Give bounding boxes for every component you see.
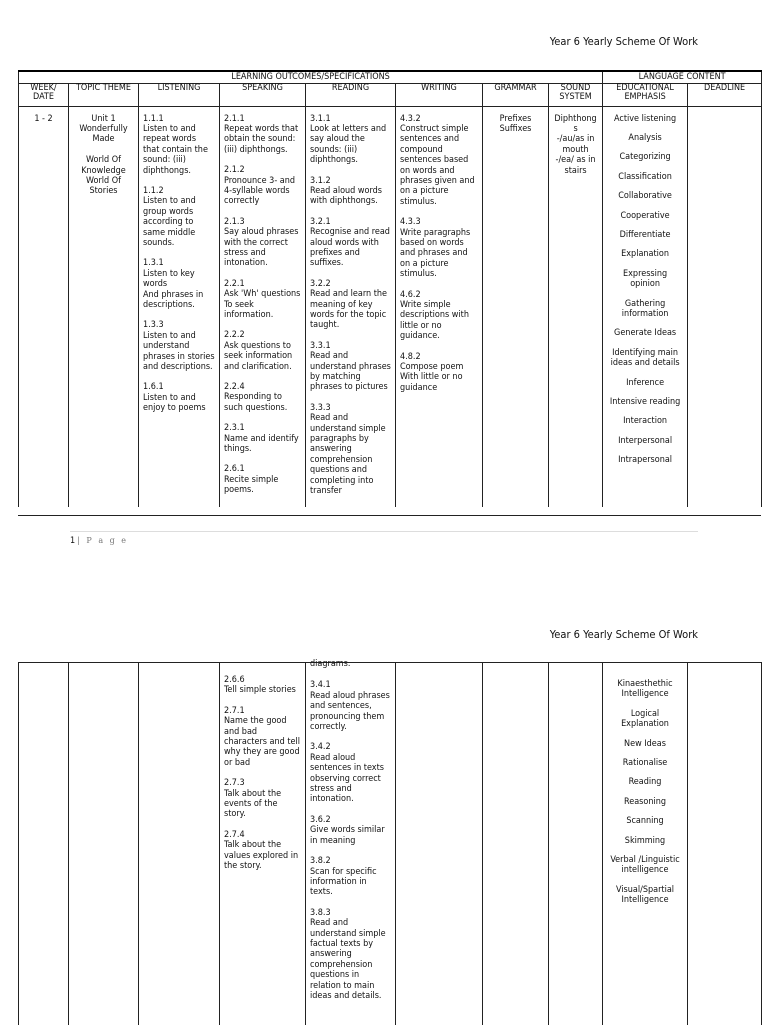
cell-line: -/ea/ as in — [555, 155, 596, 166]
outcome-line: Name the good and bad characters and tell why they are good or bad — [224, 716, 301, 768]
outcome-line: 2.6.6 — [224, 675, 245, 685]
emphasis-item: Collaborative — [618, 191, 672, 202]
emphasis-item: New Ideas — [624, 738, 666, 749]
outcome-line: Recognise and read aloud words with prefixes and suffixes. — [310, 227, 390, 269]
topic-cell-continued — [69, 663, 139, 1025]
outcome-item — [143, 258, 215, 310]
outcome-line: Write paragraphs based on words and phrases and on a picture stimulus. — [400, 227, 471, 280]
col-listening: LISTENING — [139, 83, 220, 106]
outcome-line: 3.8.2 — [310, 856, 331, 867]
outcome-line: 3.2.2 — [310, 278, 331, 289]
outcome-line: Read aloud phrases and sentences, pronouncing them correctly. — [310, 690, 390, 733]
outcome-line: 2.1.3 — [224, 216, 245, 227]
cell-line: Diphthong — [554, 113, 597, 124]
outcome-line: To seek information. — [224, 299, 274, 320]
outcome-line: 2.7.1 — [224, 705, 245, 716]
outcome-line: 3.2.1 — [310, 216, 331, 227]
outcome-item — [224, 778, 301, 820]
topic-cell — [69, 106, 139, 507]
outcome-line: 3.3.1 — [310, 340, 331, 351]
emphasis-item: Cooperative — [620, 210, 670, 221]
deadline-cell-continued — [688, 663, 762, 1025]
outcome-line: Read and understand simple paragraphs by answering comprehension questions and completing into transfer — [310, 413, 386, 497]
outcome-line: Ask questions to seek information and clarification. — [224, 340, 293, 372]
outcome-line: Read and understand simple factual texts by answering comprehension questions in relation to main ideas and details. — [310, 918, 386, 1001]
col-educational-emphasis: EDUCATIONAL EMPHASIS — [603, 83, 688, 106]
outcome-line: 4.3.2 — [400, 113, 421, 124]
emphasis-item: Interaction — [623, 416, 668, 427]
emphasis-item: Rationalise — [622, 758, 668, 769]
outcome-line: 3.1.1 — [310, 113, 331, 124]
grammar-cell — [483, 106, 549, 507]
outcome-line: 2.2.4 — [224, 382, 245, 393]
outcome-line: Construct simple sentences and compound sentences based on words and phrases given and on a picture stimulus. — [400, 123, 475, 207]
emphasis-item: Scanning — [626, 816, 664, 827]
deadline-cell — [688, 106, 762, 507]
outcome-line: 3.3.3 — [310, 402, 331, 413]
emphasis-item: Classification — [618, 171, 672, 182]
cell-line: mouth — [562, 144, 589, 155]
outcome-item — [310, 815, 391, 846]
writing-cell-continued — [396, 663, 483, 1025]
cell-line: World Of Stories — [86, 175, 121, 197]
cell-line — [73, 145, 134, 155]
col-writing: WRITING — [396, 83, 483, 106]
outcome-line: Ask 'Wh' questions — [224, 289, 301, 300]
educational-emphasis-cell — [603, 106, 688, 507]
outcome-item — [400, 217, 478, 279]
reading-cell-continued — [306, 659, 396, 1025]
outcome-line: Look at letters and say aloud the sounds: (iii) diphthongs. — [310, 123, 387, 166]
outcome-line: Name and identify things. — [224, 433, 299, 455]
page-footer — [70, 536, 128, 546]
cell-line: Unit 1 — [91, 113, 116, 124]
outcome-line: And phrases in descriptions. — [143, 289, 204, 310]
outcome-item — [224, 279, 301, 321]
page-header-title-2: Year 6 Yearly Scheme Of Work — [549, 628, 698, 641]
outcome-line: Repeat words that obtain the sound: — [224, 123, 299, 145]
col-topic: TOPIC THEME — [69, 83, 139, 106]
outcome-line: 3.4.2 — [310, 742, 331, 753]
outcome-line: 3.4.1 — [310, 680, 331, 691]
emphasis-item: Visual/Spartial Intelligence — [615, 884, 675, 906]
page-word: | P a g e — [77, 536, 129, 545]
outcome-item — [143, 114, 215, 176]
outcome-item — [400, 290, 478, 342]
outcome-item — [224, 675, 301, 696]
emphasis-item: Intensive reading — [609, 397, 681, 407]
outcome-line: (iii) diphthongs. — [224, 144, 288, 155]
outcome-item — [310, 742, 391, 804]
sound-system-cell-continued — [549, 663, 603, 1025]
outcome-line: 2.1.2 — [224, 165, 245, 176]
outcome-line: 1.3.1 — [143, 258, 164, 269]
emphasis-item: Active listening — [614, 113, 677, 124]
page-number: 1 — [70, 536, 76, 546]
outcome-line: Responding to such questions. — [224, 392, 288, 413]
week-cell-continued — [19, 663, 69, 1025]
outcome-line: Pronounce 3- and 4-syllable words correctly — [224, 175, 296, 207]
sound-system-cell — [549, 106, 603, 507]
outcome-line: Recite simple poems. — [224, 474, 279, 496]
outcome-item — [224, 706, 301, 768]
outcome-item — [310, 114, 391, 166]
emphasis-item: Logical Explanation — [621, 708, 669, 730]
col-week: WEEK/ DATE — [19, 83, 69, 106]
listening-cell-continued — [139, 663, 220, 1025]
writing-cell — [396, 106, 483, 507]
scheme-table-page2 — [18, 659, 762, 1025]
cell-line: Prefixes — [499, 113, 532, 124]
outcome-line: 2.2.1 — [224, 278, 245, 289]
outcome-item — [310, 217, 391, 269]
outcome-line: 2.2.2 — [224, 330, 245, 341]
outcome-line: 1.3.3 — [143, 320, 164, 331]
col-deadline: DEADLINE — [688, 83, 762, 106]
table-row — [19, 106, 762, 507]
outcome-item — [224, 423, 301, 454]
outcome-line: Read and learn the meaning of key words for the topic taught. — [310, 289, 388, 331]
outcome-item — [310, 680, 391, 732]
outcome-line: Talk about the values explored in the story. — [224, 840, 299, 872]
outcome-item — [310, 908, 391, 1002]
cell-line: stairs — [564, 165, 587, 176]
outcome-line: 4.3.3 — [400, 217, 421, 228]
reading-continued-top: diagrams. — [310, 659, 351, 669]
scheme-table-page1 — [18, 70, 762, 507]
outcome-line: Listen to and understand phrases in stories and descriptions. — [143, 330, 215, 373]
col-grammar: GRAMMAR — [483, 83, 549, 106]
outcome-line: Compose poem With little or no guidance — [400, 362, 464, 393]
emphasis-item: Identifying main ideas and details — [610, 347, 680, 369]
outcome-item — [310, 279, 391, 331]
reading-continued-list — [310, 680, 391, 1001]
emphasis-item: Explanation — [621, 249, 670, 260]
group-language-content: LANGUAGE CONTENT — [603, 71, 762, 83]
outcome-item — [224, 830, 301, 872]
reading-cell — [306, 106, 396, 507]
cell-line: Suffixes — [499, 123, 532, 134]
outcome-line: 2.7.3 — [224, 778, 245, 789]
outcome-item — [310, 856, 391, 898]
emphasis-item: Gathering information — [621, 298, 669, 319]
outcome-line: 3.1.2 — [310, 175, 331, 186]
page-header-title: Year 6 Yearly Scheme Of Work — [549, 35, 698, 48]
outcome-line: 2.3.1 — [224, 423, 245, 434]
emphasis-item: Differentiate — [619, 229, 671, 240]
outcome-line: 3.6.2 — [310, 814, 331, 825]
speaking-cell — [220, 106, 306, 507]
outcome-item — [310, 341, 391, 393]
outcome-line: 4.6.2 — [400, 289, 421, 300]
outcome-line: 2.7.4 — [224, 829, 245, 840]
outcome-item — [310, 403, 391, 497]
outcome-item — [400, 114, 478, 208]
group-learning-outcomes: LEARNING OUTCOMES/SPECIFICATIONS — [19, 71, 603, 83]
outcome-line: 1.1.1 — [143, 113, 164, 124]
outcome-line: 2.1.1 — [224, 113, 245, 124]
outcome-item — [224, 464, 301, 495]
outcome-item — [224, 330, 301, 372]
cell-line: World Of Knowledge — [81, 155, 126, 176]
emphasis-item: Generate Ideas — [614, 328, 677, 339]
emphasis-item: Intrapersonal — [618, 455, 673, 466]
outcome-line: Listen to and repeat words that contain the sound: (iii) diphthongs. — [143, 123, 208, 176]
outcome-line: Read aloud sentences in texts observing correct stress and intonation. — [310, 752, 384, 805]
outcome-line: 3.8.3 — [310, 907, 331, 918]
table-row — [19, 663, 762, 1025]
cell-line: Wonderfully Made — [79, 123, 128, 145]
outcome-line: 1.6.1 — [143, 382, 164, 393]
outcome-line: 4.8.2 — [400, 351, 421, 362]
outcome-item — [400, 352, 478, 394]
outcome-line: Listen to and group words according to same middle sounds. — [143, 196, 196, 248]
cell-line: s — [573, 123, 578, 134]
outcome-line: Talk about the events of the story. — [224, 788, 282, 820]
emphasis-item: Interpersonal — [618, 435, 673, 446]
emphasis-item: Categorizing — [619, 152, 671, 163]
grammar-cell-continued — [483, 663, 549, 1025]
col-reading: READING — [306, 83, 396, 106]
outcome-line: Say aloud phrases with the correct stress and intonation. — [224, 227, 299, 269]
outcome-item — [310, 176, 391, 207]
outcome-item — [143, 186, 215, 248]
emphasis-item: Inference — [626, 377, 665, 388]
emphasis-item: Kinaesthethic Intelligence — [617, 679, 673, 700]
outcome-line: Listen to key words — [143, 268, 195, 290]
outcome-line: Listen to and enjoy to poems — [143, 392, 206, 414]
educational-emphasis-cell-continued — [603, 663, 688, 1025]
outcome-item — [224, 114, 301, 156]
listening-cell — [139, 106, 220, 507]
outcome-line: Tell simple stories — [224, 685, 296, 696]
outcome-item — [224, 165, 301, 207]
speaking-cell-continued — [220, 663, 306, 1025]
outcome-line: Give words similar in meaning — [310, 825, 385, 846]
outcome-line: 2.6.1 — [224, 464, 245, 475]
outcome-line: Scan for specific information in texts. — [310, 866, 377, 898]
emphasis-item: Expressing opinion — [623, 268, 668, 290]
outcome-item — [224, 382, 301, 413]
emphasis-item: Analysis — [628, 132, 662, 143]
outcome-line: Read aloud words with diphthongs. — [310, 185, 382, 207]
emphasis-item: Reading — [628, 777, 662, 788]
outcome-item — [143, 320, 215, 372]
cell-line: -/au/as in — [556, 134, 595, 145]
outcome-item — [143, 382, 215, 413]
outcome-item — [224, 217, 301, 269]
col-speaking: SPEAKING — [220, 83, 306, 106]
emphasis-item: Reasoning — [624, 796, 666, 807]
week-cell: 1 - 2 — [19, 106, 69, 507]
col-sound-system: SOUND SYSTEM — [549, 83, 603, 106]
emphasis-item: Skimming — [624, 835, 666, 846]
outcome-line: Read and understand phrases by matching phrases to pictures — [310, 351, 391, 393]
outcome-line: Write simple descriptions with little or no guidance. — [400, 300, 469, 342]
outcome-line: 1.1.2 — [143, 185, 164, 196]
emphasis-item: Verbal /Linguistic intelligence — [610, 855, 680, 876]
